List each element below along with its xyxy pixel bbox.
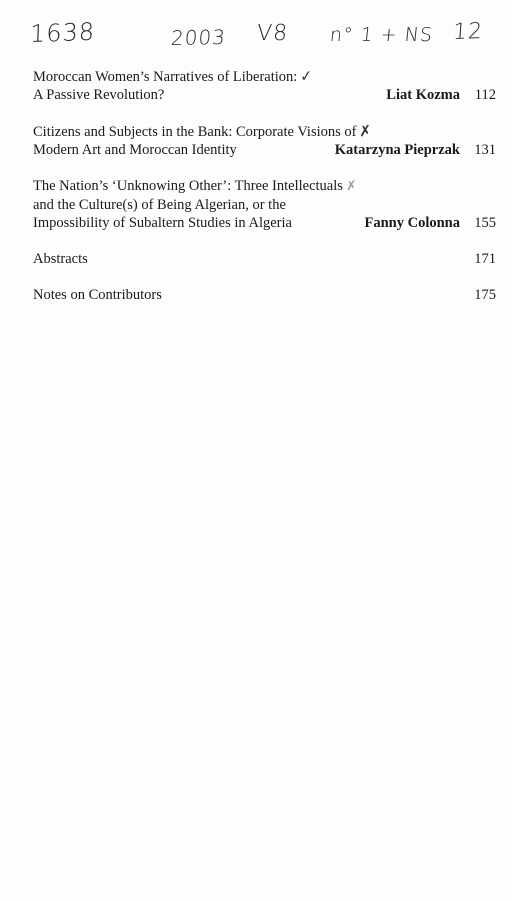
toc-page-number: 112 bbox=[474, 87, 496, 103]
toc-entry bbox=[33, 67, 496, 104]
toc-title-line: Modern Art and Moroccan Identity bbox=[33, 142, 237, 158]
toc-title-line: and the Culture(s) of Being Algerian, or the bbox=[33, 197, 286, 213]
toc-entry bbox=[33, 286, 496, 304]
toc-author: Liat Kozma bbox=[386, 87, 460, 103]
cross-mark-icon: ✗ bbox=[345, 178, 358, 195]
toc-title-line: A Passive Revolution? bbox=[33, 87, 165, 103]
toc-page-number: 131 bbox=[474, 142, 496, 158]
toc-page-number: 171 bbox=[474, 251, 496, 267]
handwritten-extra-number: 12 bbox=[452, 18, 484, 46]
toc-entry bbox=[33, 177, 496, 232]
table-of-contents bbox=[33, 67, 496, 322]
cross-mark-icon: ✗ bbox=[358, 121, 373, 141]
toc-title-line: Citizens and Subjects in the Bank: Corporate Visions of bbox=[33, 124, 357, 140]
toc-title-line: The Nation’s ‘Unknowing Other’: Three Intellectuals bbox=[33, 178, 343, 194]
check-mark-icon: ✓ bbox=[299, 66, 314, 86]
toc-entry bbox=[33, 122, 496, 159]
handwritten-issue: n° 1 + NS bbox=[328, 24, 435, 46]
handwritten-annotation-row bbox=[0, 18, 513, 54]
toc-entry bbox=[33, 250, 496, 268]
toc-title-line: Notes on Contributors bbox=[33, 287, 162, 303]
handwritten-volume: V8 bbox=[256, 21, 289, 46]
toc-title-line: Moroccan Women’s Narratives of Liberation: bbox=[33, 69, 298, 85]
toc-author: Katarzyna Pieprzak bbox=[334, 142, 460, 158]
handwritten-year: 2003 bbox=[169, 25, 227, 51]
handwritten-reference-number: 1638 bbox=[29, 17, 96, 49]
toc-page-number: 175 bbox=[474, 287, 496, 303]
toc-title-line: Abstracts bbox=[33, 251, 88, 267]
toc-title-line: Impossibility of Subaltern Studies in Algeria bbox=[33, 215, 292, 231]
toc-page-number: 155 bbox=[474, 215, 496, 231]
toc-author: Fanny Colonna bbox=[364, 215, 460, 231]
